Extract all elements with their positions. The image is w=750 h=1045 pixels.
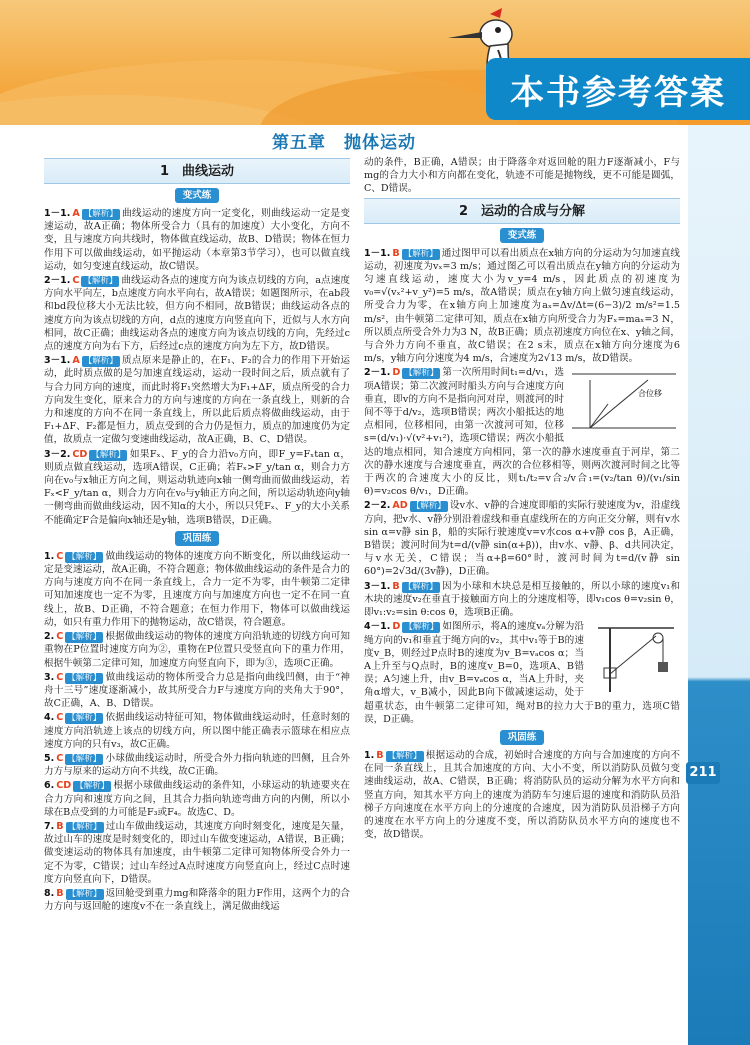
answer-item (364, 620, 680, 726)
explanation-badge: 【解析】 (67, 821, 102, 832)
answer-item (44, 550, 350, 629)
banner-title-box (486, 58, 750, 120)
explanation-text: 依据曲线运动特征可知，物体做曲线运动时，任意时刻的速度方向沿轨迹上该点的切线方向，所以图中能正确表示篮球在相应点速度方向的只有v₃，故C正确。 (44, 712, 350, 750)
question-number: 8. (44, 887, 55, 899)
river-crossing-diagram (568, 368, 680, 434)
explanation-text: 通过图甲可以看出质点在x轴方向的分运动为匀加速直线运动，初速度为vₓ=3 m/s；通过图乙可以看出质点在y轴方向的分运动为匀速直线运动，速度大小为v_y=4 m/s，因此质点的初速度为v₀=√(vₓ²+v_y²)=5 m/s，故A错误；质点在y轴方向上做匀速直线运动，所受合力为零，在x轴方向上加速度为aₓ=Δv/Δt=(6−3)/2 m/s²=1.5 m/s²，由牛顿第二定律可知，质点在x轴方向所受合力为Fₓ=maₓ=3 N，所以质点所受合外力为3 N，故B正确；质点初速度方向位在x、y轴之间，与合外力方向不垂直，故C错误；在2 s末，质点在x轴方向分速度为6 m/s，y轴方向分速度为4 m/s，合速度为2√13 m/s，故D错误。 (364, 247, 680, 365)
question-number: 6. (44, 780, 55, 792)
explanation-text: 根据运动的合成，初始时合速度的方向与合加速度的方向不在同一条直线上，且其合加速度的方向、大小不变，所以消防队员做匀变速曲线运动，故A、C错误，B正确；将消防队员的运动分解为水平方向和竖直方向，知其水平方向上的速度为消防车匀速后退的速度和消防队员沿梯子方向速度在水平方向上的分速度的合速度，因为消防队员沿梯子方向的速度在水平方向上的分速度不变，所以消防队员水平方向的速度也不变，故D错误。 (364, 749, 680, 841)
variant-practice-tag: 变式练 (175, 188, 220, 203)
displacement-label: 合位移 (638, 389, 662, 399)
answer-choice: C (56, 712, 64, 724)
answer-choice: C (56, 671, 64, 683)
answer-item (44, 887, 350, 913)
answer-item (364, 366, 680, 498)
explanation-badge: 【解析】 (67, 888, 102, 899)
question-number: 2－2. (364, 500, 391, 512)
answer-choice: D (392, 621, 401, 633)
header-banner (0, 0, 750, 125)
chapter-title: 第五章 抛体运动 (272, 133, 416, 153)
answer-list (364, 247, 680, 726)
question-number: 2－1. (44, 275, 71, 287)
answer-choice: B (376, 749, 384, 761)
explanation-badge: 【解析】 (83, 276, 118, 287)
explanation-text: 第一次所用时间t₁=d/v₁，选项A错误；第二次渡河时船头方向与合速度方向垂直，即v的方向不是指向河对岸，则渡河的时间不等于d/v₂，选项B错误；两次小船抵达的地点相同，位移相同，由第一次渡河可知，位移s=(d/v₁)·√(v²+v₁²)，选项C错误；两次小船抵达的地点相同，知合速度方向相同，第一次的静水速度垂直于河岸，第二次的静水速度与合速度垂直，两次的合位移相等，则两次渡河时间之比等于两次的合速度大小的反比，则t₁/t₂=v合₂/v合₁=(v₂/tan θ)/(v₁/sin θ)=v₂cos θ/v₁，D正确。 (364, 367, 680, 498)
explanation-badge: 【解析】 (83, 356, 118, 367)
page-number: 211 (686, 762, 720, 784)
explanation-text: 如图所示，将A的速度vₐ分解为沿绳方向的v₁和垂直于绳方向的v₂，其中v₁等于B的速度v_B，则经过P点时B的速度为v_B=vₐcos α；当A上升至与Q点时，B的速度v_B=0，选项A、B错误；A匀速上升，由v_B=vₐcos α，当A上升时，夹角α增大，v_B减小，因此B向下做减速运动，处于超重状态，由牛顿第二定律可知，绳对B的拉力大于B的重力，选项C错误，D正确。 (364, 621, 680, 725)
answer-choice: AD (392, 500, 408, 512)
section-title: 2 运动的合成与分解 (364, 198, 680, 224)
explanation-badge: 【解析】 (404, 368, 439, 379)
answer-choice: CD (56, 780, 72, 792)
explanation-badge: 【解析】 (67, 713, 102, 724)
question-number: 2－1. (364, 367, 391, 379)
answer-choice: B (392, 247, 400, 259)
explanation-text: 根据做曲线运动的物体的速度方向沿轨迹的切线方向可知重物在P位置时速度方向为②，重物在P位置只受竖直向下的重力作用，根据牛顿第二定律可知，加速度方向竖直向下，即为③，选项C正确。 (44, 631, 350, 669)
answer-item (44, 274, 350, 353)
answer-item (44, 207, 350, 273)
question-number: 3－2. (44, 448, 71, 460)
explanation-text: 做曲线运动的物体所受合力总是指向曲线凹侧，由于“神舟十三号”速度逐渐减小，故其所受合力F与速度方向的夹角大于90°，故C正确，A、B、D错误。 (44, 671, 350, 710)
question-number: 1. (364, 749, 375, 761)
explanation-badge: 【解析】 (67, 753, 102, 764)
answer-item (364, 749, 680, 841)
right-column (364, 156, 680, 842)
question-number: 2. (44, 631, 55, 643)
explanation-text: 曲线运动各点的速度方向为该点切线的方向，a点速度方向水平向左，b点速度方向水平向右，故A错误；如题图所示，在ab段和bd段位移大小无法比较，但方向不相同，故B错误；曲线运动各点的速度方向为该点切线的方向，d点的速度方向竖直向下，近似与人水方向相同，故C正确；曲线运动各点的速度方向为该点切线的方向，先经过c点的速度方向为右下方，后经过c点的速度方向为左下方，故D错误。 (44, 275, 350, 353)
question-number: 5. (44, 752, 55, 764)
explanation-badge: 【解析】 (403, 248, 438, 259)
answer-choice: C (56, 752, 64, 764)
answer-choice: B (392, 580, 400, 592)
answer-item (364, 580, 680, 620)
explanation-badge: 【解析】 (91, 449, 126, 460)
answer-choice: C (56, 631, 64, 643)
answer-item (44, 779, 350, 819)
explanation-text: 质点原来是静止的，在F₁、F₂的合力的作用下开始运动，此时质点做的是匀加速直线运动，运动一段时间之后，质点就有了与合力同方向的速度，而此时将F₁突然增大为F₁+ΔF，质点所受的合力方向发生变化，原来合力的方向与速度的方向在一条直线上，则新的合力和速度的方向不在同一条直线上，所以此后质点将做曲线运动，由于F₁+ΔF、F₂都是恒力，质点受到的合力仍是恒力，质点的加速度仍为定值，故质点一定做匀变速曲线运动，故A正确，B、C、D错误。 (44, 355, 350, 446)
section-title: 1 曲线运动 (44, 158, 350, 184)
banner-title: 本书参考答案 (510, 72, 726, 113)
consolidation-practice-tag: 巩固练 (500, 730, 545, 745)
explanation-badge: 【解析】 (67, 632, 102, 643)
answer-choice: CD (72, 448, 88, 460)
left-column (44, 156, 350, 914)
explanation-text: 如果Fₓ、F_y的合力沿v₀方向，即F_y=Fₓtan α，则质点做直线运动，选项A错误，C正确；若Fₓ>F_y/tan α，则合力方向在v₀与x轴正方向之间，则运动轨迹向x轴一侧弯曲而做曲线运动，若Fₓ<F_y/tan α，则合力方向在v₀与y轴正方向之间，所以运动轨迹向y轴一侧弯曲而做曲线运动，因不知α的大小，所以只凭Fₓ、F_y的大小关系不能确定F合是偏向x轴还是y轴，选项B错误，D正确。 (44, 448, 350, 526)
explanation-badge: 【解析】 (67, 551, 102, 562)
explanation-text: 返回舱受到重力mg和降落伞的阻力F作用，这两个力的合力方向与返回舱的速度v不在一条直线上，满足做曲线运 (44, 887, 350, 913)
explanation-text: 设v水、v静的合速度即船的实际行驶速度为v，沿虚线方向，把v水、v静分别沿着虚线和垂直虚线所在的方向正交分解，则有v水 sin α=v静 sin β，船的实际行驶速度v=v水cos α+v静 cos β，A正确，B错误；渡河时间为t=d/(v静 sin(α+β))，由v水、v静、β、d共同决定，与v水无关，C错误；当α+β=60°时，渡河时间为t=d/(v静 sin 60°)=2√3d/(3v静)，D正确。 (364, 500, 680, 578)
answer-list (44, 207, 350, 527)
answer-item (44, 752, 350, 778)
answer-item (44, 448, 350, 527)
answer-choice: A (72, 355, 80, 367)
explanation-text: 因为小球和木块总是相互接触的，所以小球的速度v₁和木块的速度v₂在垂直于接触面方向上的分速度相等，即v₁cos θ=v₂sin θ，即v₁:v₂=sin θ:cos θ，选项B正确。 (364, 580, 680, 619)
explanation-text: 曲线运动的速度方向一定变化，则曲线运动一定是变速运动，故A正确；物体所受合力（具有的加速度）大小变化，方向不变，且与速度方向共线时，物体做直线运动，故B、D错误；物体在恒力作用下可以做曲线运动，如平抛运动（本章第3节学习），也可以做直线运动，如匀变速直线运动，故C错误。 (44, 208, 350, 272)
answer-choice: B (56, 820, 64, 832)
consolidation-practice-tag: 巩固练 (175, 531, 220, 546)
answer-list (44, 550, 350, 913)
answer-item (44, 671, 350, 711)
explanation-badge: 【解析】 (403, 581, 438, 592)
answer-choice: C (56, 550, 64, 562)
explanation-badge: 【解析】 (387, 750, 422, 761)
question-number: 4－1. (364, 621, 391, 633)
answer-item (44, 711, 350, 751)
continued-answer: 动的条件，B正确，A错误；由于降落伞对返回舱的阻力F逐渐减小，F与mg的合力大小和方向都在变化，轨迹不可能是抛物线，更不可能是圆弧，C、D错误。 (364, 157, 680, 195)
question-number: 1－1. (44, 208, 71, 219)
answer-choice: C (72, 275, 80, 287)
explanation-text: 根据小球做曲线运动的条件知，小球运动的轨迹要夹在合力方向和速度方向之间，且其合力指向轨迹弯曲方向的内侧，所以小球在B点受到的力可能是F₃或F₄。故选C、D。 (44, 780, 350, 818)
question-number: 3－1. (364, 580, 391, 592)
explanation-text: 做曲线运动的物体的速度方向不断变化，所以曲线运动一定是变速运动，故A正确，不符合题意；物体做曲线运动的条件是合力的方向与速度方向不在同一条直线上，合力一定不为零，由牛顿第二定律可知加速度也一定不为零，且速度方向与加速度方向也一定不在同一直线上，故B、D正确，不符合题意；在恒力作用下，物体可以做曲线运动，如只有重力作用下的抛物运动，故C错误，符合题意。 (44, 550, 350, 628)
explanation-badge: 【解析】 (404, 622, 439, 633)
variant-practice-tag: 变式练 (500, 228, 545, 243)
explanation-text: 过山车做曲线运动，其速度方向时刻变化，速度是矢量，故过山车的速度是时刻变化的，即过山车做变速运动，A错误，B正确；做变速运动的物体具有加速度，由牛顿第二定律可知物体所受合外力一定不为零，C错误；过山车经过A点时速度方向竖直向上，经过C点时速度方向竖直向下，D错误。 (44, 820, 350, 885)
question-number: 3－1. (44, 355, 71, 367)
explanation-badge: 【解析】 (83, 209, 118, 219)
question-number: 1. (44, 550, 55, 562)
answer-choice: D (392, 367, 401, 379)
right-edge-bar (688, 125, 750, 1045)
answer-item (44, 820, 350, 886)
answer-item (44, 630, 350, 670)
answer-choice: B (56, 887, 64, 899)
answer-item (44, 354, 350, 446)
answer-item (364, 499, 680, 578)
question-number: 4. (44, 712, 55, 724)
question-number: 1－1. (364, 247, 391, 259)
pulley-diagram (588, 622, 680, 694)
answer-choice: A (72, 208, 80, 219)
answer-item (364, 247, 680, 366)
explanation-badge: 【解析】 (75, 781, 110, 792)
answer-list (364, 749, 680, 841)
question-number: 7. (44, 820, 55, 832)
explanation-text: 小球做曲线运动时，所受合外力指向轨迹的凹侧，且合外力方与原来的运动方向不共线，故C正确。 (44, 752, 350, 778)
explanation-badge: 【解析】 (411, 501, 446, 512)
explanation-badge: 【解析】 (67, 672, 102, 683)
question-number: 3. (44, 671, 55, 683)
